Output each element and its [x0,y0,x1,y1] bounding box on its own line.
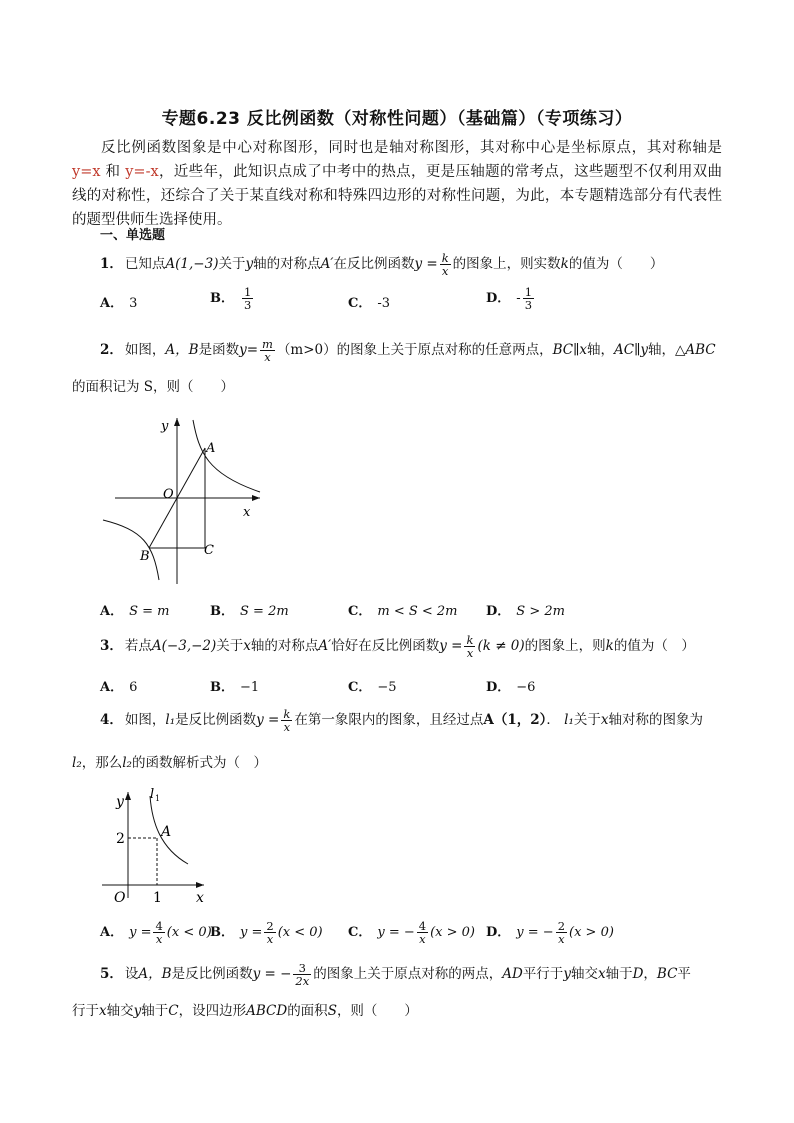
section-heading: 一、单选题 [100,228,166,243]
q1-option-d[interactable] [486,286,536,311]
q-text: 轴， [647,342,675,358]
option-text: −1 [240,680,260,695]
option-lhs: y = [240,925,263,940]
q-text: 是函数 [198,342,240,358]
q4-option-d[interactable] [486,920,614,945]
frac-num: 2 [266,919,274,933]
frac-num: 3 [293,962,311,975]
option-text: S = 2m [240,604,289,619]
fraction [556,920,567,945]
q-math: A′ [318,638,332,654]
fraction [260,338,275,363]
q-math: y = [439,638,463,654]
q-text: 轴的对称点 [253,256,321,272]
q-math: y [133,1003,142,1019]
option-cond: (x < 0) [166,925,212,940]
fraction [293,962,311,987]
q-math: AD [502,966,523,982]
q1-option-c[interactable] [348,292,390,311]
q-math: A，B [138,966,172,982]
question-number: 3． [100,638,123,654]
q-text: 已知点 [124,256,166,272]
q-text: 平行于 [522,966,564,982]
option-text: 3 [129,296,138,311]
q3-option-c[interactable] [348,676,397,695]
option-label: A． [100,296,124,311]
option-text: -3 [377,296,391,311]
intro-line-3: 利用双曲线的对称性，还综合了关于某直线对称和特殊四边形的对称性问题，为此，本专题精 [72,164,723,204]
q-text: ，设四边形 [178,1003,247,1019]
y-axis-arrow-icon [174,418,180,426]
q-math: k [560,256,569,272]
q-text: 是反比例函数 [175,712,257,728]
fig-label-y: y [116,794,124,810]
option-text: S > 2m [516,604,565,619]
q-text: 如图， [124,342,166,358]
x-axis-arrow-icon [252,495,260,501]
frac-den: x [283,720,291,734]
fig-label-a: A [161,824,172,840]
option-sign: - [516,291,521,306]
frac-den: x [155,932,163,946]
q-math: A(1,−3) [165,256,219,272]
q-text: ，那么 [81,755,123,771]
frac-den: x [264,350,271,364]
intro-line-2a: 轴是 [692,140,723,156]
intro-line-4: 选部分有代表性的题型供师生选择使用。 [72,188,723,228]
q-math: x [243,638,251,654]
q-math: △ABC [674,342,716,358]
q-text: 如图， [124,712,166,728]
frac-den: x [466,646,474,660]
fig-label-two: 2 [116,831,125,847]
y-axis-arrow-icon [125,792,131,800]
q-text: ． [546,712,560,728]
frac-den: 2x [295,974,310,988]
q-math: A（1，2） [483,712,547,728]
q-text: 轴交 [570,966,598,982]
q-text: 的图象上，则 [524,638,606,654]
option-lhs: y = − [516,925,554,940]
q-text: 在第一象限内的图象，且经过点 [294,712,484,728]
option-label: C． [348,296,372,311]
q-math: l₂ [122,755,132,771]
option-label: A． [100,604,124,619]
intro-line-2c: ，近些年，此知识点成了中考中的热点，更是压轴题的常考点，这些题型不仅 [158,164,664,180]
q-text: 恰好在反比例函数 [331,638,440,654]
q-text: 的图象上关于原点对称的任意两点， [336,342,553,358]
q-math: y [245,256,254,272]
fig-label-one: 1 [153,890,162,906]
q2-figure [95,412,275,592]
q-math: x [99,1003,107,1019]
q4-figure [100,786,220,910]
q4-option-a[interactable] [100,920,212,945]
q-text: 轴， [587,342,614,358]
q-math: (k ≠ 0) [477,638,525,654]
q2-option-a[interactable] [100,600,169,619]
frac-num: k [441,251,449,265]
option-label: D． [486,604,511,619]
q1-option-a[interactable] [100,292,137,311]
q-math: AC∥y [614,342,648,358]
q-math: y [563,966,571,982]
q-math: x [600,712,609,728]
frac-den: x [558,932,565,946]
question-2-line2: 的面积记为 S，则（ ） [72,379,235,395]
fig-label-y: y [161,419,169,434]
option-label: A． [100,680,124,695]
intro-line-1: 反比例函数图象是中心对称图形，同时也是轴对称图形，其对称中心是坐标原点，其对称 [101,140,693,156]
option-label: C． [348,604,372,619]
fig-label-o: O [114,890,126,906]
symmetry-axis-1: y=x [72,164,101,180]
fig-label-l1: l [150,787,155,802]
q-math: l₁ [564,712,574,728]
option-text: 6 [129,680,138,695]
q-text: 的图象上关于原点对称的两点， [313,966,503,982]
q-text: 设 [124,966,139,982]
q-text: 轴于 [605,966,633,982]
hyperbola-branch-1 [193,420,260,492]
q-text: 关于 [218,256,246,272]
question-4-line2 [72,752,267,774]
q4-option-b[interactable] [210,920,323,945]
fraction [153,920,164,945]
option-label: D． [486,925,511,940]
fig-label-o: O [163,487,174,502]
fig-label-a: A [206,441,216,456]
frac-num: 4 [155,919,163,933]
q-math: l₁ [165,712,176,728]
question-1 [100,252,740,277]
intro-paragraph [72,136,722,232]
intro-line-2b: 和 [100,164,126,180]
frac-num: 2 [557,919,566,933]
q-text: 平 [677,966,691,982]
option-lhs: y = [129,925,152,940]
question-number: 5． [100,966,123,982]
fig-label-x: x [243,505,251,520]
q3-option-a[interactable] [100,676,137,695]
fig-label-b: B [140,549,150,564]
question-number: 2． [100,342,123,358]
option-label: D． [486,680,511,695]
question-5 [100,962,740,987]
frac-den: x [266,932,274,946]
frac-den: x [441,264,449,278]
fraction [417,920,428,945]
fraction [523,286,534,311]
fraction [281,708,292,733]
option-label: B． [210,291,234,306]
option-text: S = m [129,604,170,619]
q2-option-c[interactable] [348,600,458,619]
option-text: −6 [516,680,536,695]
q2-option-d[interactable] [486,600,565,619]
option-text: −5 [377,680,397,695]
option-label: B． [210,680,234,695]
q-text: 轴交 [106,1003,134,1019]
frac-num: k [283,707,291,721]
fraction [264,920,275,945]
option-label: D． [486,291,511,306]
q-math: A′ [320,256,334,272]
frac-num: 1 [244,285,252,299]
question-5-line2 [72,1000,418,1022]
symmetry-axis-2: y=-x [125,164,159,180]
q-math: （m>0） [276,342,337,358]
option-cond: (x > 0) [430,925,475,940]
q-math: k [605,638,614,654]
question-number: 4． [100,712,123,728]
option-label: C． [348,680,372,695]
option-label: A． [100,925,124,940]
fig-label-x: x [196,890,204,906]
q-math: x [597,966,606,982]
q-text: 的函数解析式为（ ） [131,755,267,771]
q-text: 在反比例函数 [333,256,415,272]
q-math: A，B [165,342,199,358]
option-text: m < S < 2m [377,604,458,619]
frac-num: 1 [524,285,533,299]
option-label: B． [210,925,234,940]
q-math: ABCD [246,1003,288,1019]
q-math: C [168,1003,179,1019]
fig-label-c: C [204,543,214,558]
fraction [440,252,451,277]
page-title: 专题6.23 反比例函数（对称性问题）（基础篇）（专项练习） [161,109,633,129]
q3-option-d[interactable] [486,676,535,695]
question-number: 1． [100,256,123,272]
option-lhs: y = − [377,925,415,940]
option-label: B． [210,604,234,619]
q4-option-c[interactable] [348,920,475,945]
question-2 [100,338,740,363]
q-math: y = − [252,966,292,982]
q-text: 的值为（ ） [568,256,664,272]
q-text: 若点 [124,638,152,654]
q-text: 轴于 [141,1003,169,1019]
q-text: 的面积 [287,1003,328,1019]
q-math: A(−3,−2) [151,638,217,654]
hyperbola-branch-2 [103,520,159,580]
frac-den: 3 [524,298,533,312]
q-text: 关于 [573,712,601,728]
q-text: ，则（ ） [336,1003,418,1019]
q-math: S [327,1003,337,1019]
q-text: 的图象上，则实数 [452,256,561,272]
q1-option-b[interactable] [210,286,255,311]
q-text: 行于 [72,1003,99,1019]
fraction [242,286,253,311]
option-cond: (x < 0) [277,925,323,940]
question-3 [100,634,740,659]
q-math: D [632,966,644,982]
q-text: 轴的对称点 [250,638,319,654]
frac-num: k [466,633,474,647]
x-axis-arrow-icon [196,882,204,888]
q-text: 的值为（ ） [613,638,695,654]
q-text: 关于 [216,638,244,654]
q-math: y= [239,342,259,358]
option-label: C． [348,925,372,940]
frac-den: x [419,932,426,946]
q-math: BC∥x [552,342,587,358]
frac-num: m [262,337,273,351]
q-math: y = [256,712,280,728]
q-text: 是反比例函数 [171,966,253,982]
q3-option-b[interactable] [210,676,259,695]
q2-option-b[interactable] [210,600,289,619]
q-text: 轴对称的图象为 [608,712,704,728]
option-cond: (x > 0) [569,925,614,940]
frac-den: 3 [244,298,252,312]
fraction [464,634,475,659]
q-math: l₂ [72,755,82,771]
q-text: ， [643,966,657,982]
frac-num: 4 [418,919,427,933]
q-math: y = [414,256,438,272]
question-4 [100,708,740,733]
fig-label-l1-sub: 1 [155,794,161,803]
q-math: BC [656,966,678,982]
